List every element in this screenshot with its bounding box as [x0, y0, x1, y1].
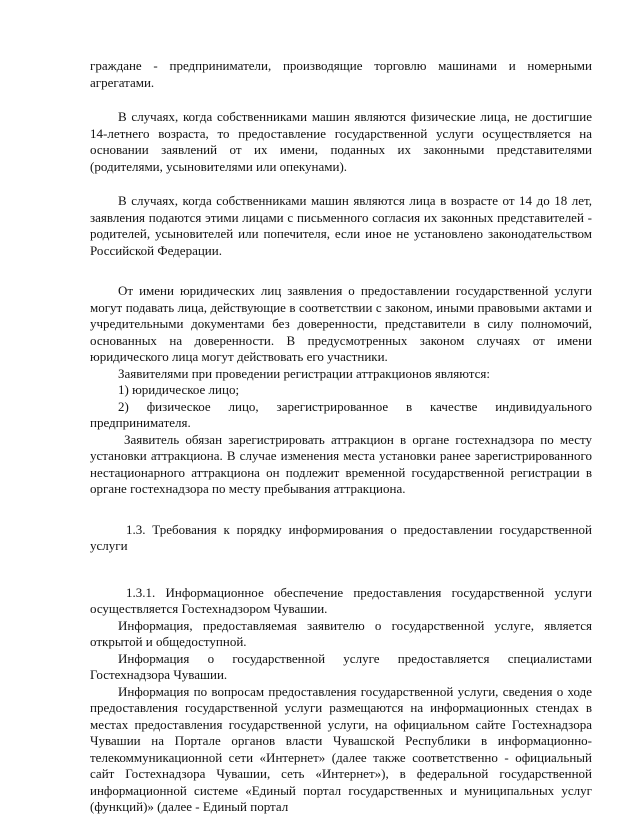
paragraph-info-specialists: Информация о государственной услуге предоставляется специалистами Гостехнадзора Чувашии. [90, 650, 592, 682]
paragraph-attractions-applicants: Заявителями при проведении регистрации аттракционов являются: [118, 365, 491, 381]
section-heading-1-3: 1.3. Требования к порядку информирования о предоставлении государственной услуги [90, 521, 592, 553]
list-item-individual-entrepreneur: 2) физическое лицо, зарегистрированное в качестве индивидуального предпринимателя. [90, 398, 592, 430]
list-item-legal-entity: 1) юридическое лицо; [118, 382, 240, 397]
paragraph-minors-under-14: В случаях, когда собственниками машин являются физические лица, не достигшие 14-летнего возраста, то предоставление государственной услуги осуществляется на основании заявлений от их имени, поданных их законными представителями (родителями, усыновителями или опекунами). [90, 109, 592, 174]
paragraph-attraction-registration: Заявитель обязан зарегистрировать аттракцион в органе гостехнадзора по месту установки аттракциона. В случае изменения места установки ранее зарегистрированного нестационарного аттракциона он подлежит временной государственной регистрации в органе гостехнадзора по месту пребывания аттракциона. [90, 431, 592, 496]
paragraph-applicants-entrepreneurs: граждане - предприниматели, производящие торговлю машинами и номерными агрегатами. [90, 58, 592, 90]
paragraph-1-3-1: 1.3.1. Информационное обеспечение предоставления государственной услуги осуществляется Гостехнадзором Чувашии. [90, 584, 592, 616]
paragraph-minors-14-18: В случаях, когда собственниками машин являются лица в возрасте от 14 до 18 лет, заявления подаются этими лицами с письменного согласия их законных представителей - родителей, усыновителей или попечителя, если иное не установлено законодательством Российской Федерации. [90, 193, 592, 258]
paragraph-info-open: Информация, предоставляемая заявителю о государственной услуге, является открытой и общедоступной. [90, 617, 592, 649]
paragraph-info-placement: Информация по вопросам предоставления государственной услуги, сведения о ходе предоставления государственной услуги размещаются на информационных стендах в местах предоставления государственной услуги, на официальном сайте Гостехнадзора Чувашии на Портале органов власти Чувашской Республики в информационно-телекоммуникационной сети «Интернет» (далее также соответственно - официальный сайт Гостехнадзора Чувашии, сеть «Интернет»), в федеральной государственной информационной системе «Единый портал государственных и муниципальных услуг (функций)» (далее - Единый портал [90, 683, 592, 814]
paragraph-legal-entities: От имени юридических лиц заявления о предоставлении государственной услуги могут подавать лица, действующие в соответствии с законом, иными правовыми актами и учредительными документами без доверенности, представители в силу полномочий, основанных на доверенности. В предусмотренных законом случаях от имени юридического лица могут действовать его участники. [90, 283, 592, 364]
